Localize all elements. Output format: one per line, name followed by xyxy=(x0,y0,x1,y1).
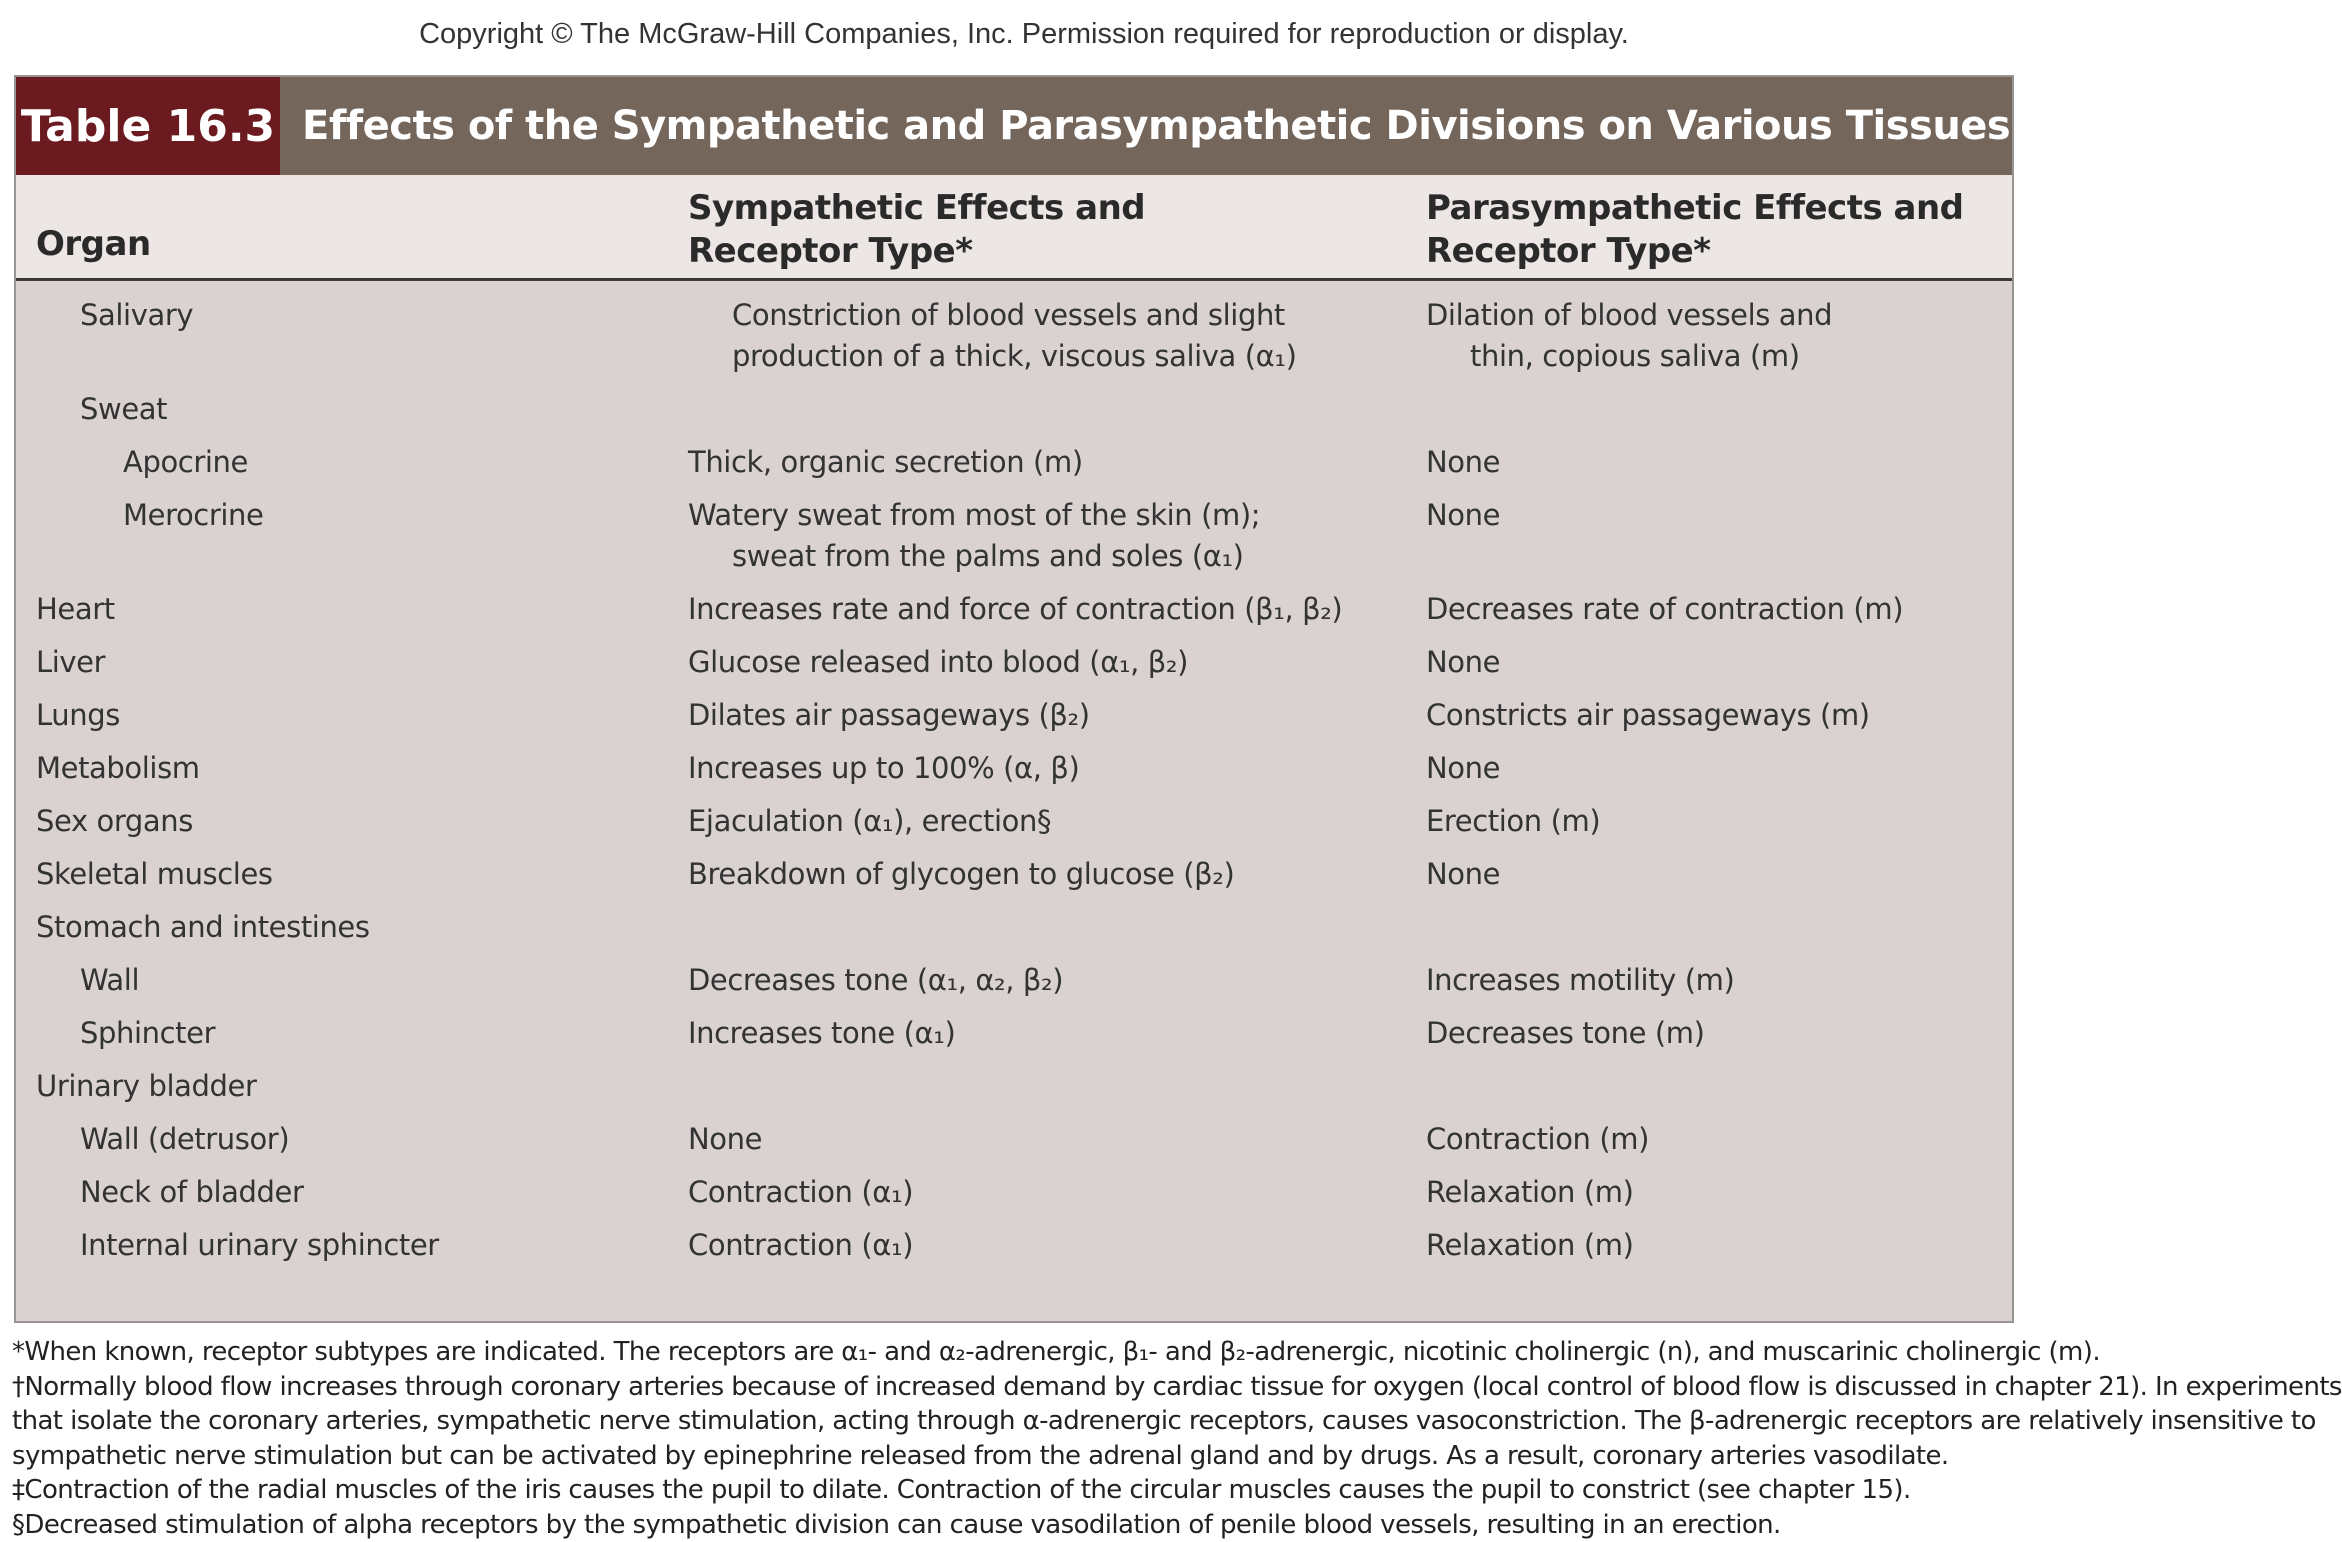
table-title: Effects of the Sympathetic and Parasympathetic Divisions on Various Tissues xyxy=(280,77,2010,175)
parasympathetic-cell: Increases motility (m) xyxy=(1426,960,1734,1001)
parasympathetic-cell: Decreases rate of contraction (m) xyxy=(1426,589,1903,630)
sympathetic-cell: Decreases tone (α₁, α₂, β₂) xyxy=(688,960,1063,1001)
parasympathetic-cell: None xyxy=(1426,495,1500,536)
sympathetic-line1: Watery sweat from most of the skin (m); xyxy=(688,495,1260,536)
sympathetic-cell xyxy=(688,495,1260,577)
organ-cell: Sphincter xyxy=(80,1013,215,1054)
organ-cell: Stomach and intestines xyxy=(36,907,370,948)
organ-cell: Salivary xyxy=(80,295,193,336)
parasympathetic-cell: None xyxy=(1426,854,1500,895)
table-container xyxy=(14,75,2014,1323)
header-parasympathetic xyxy=(1426,187,1986,273)
sympathetic-cell: None xyxy=(688,1119,762,1160)
organ-cell: Skeletal muscles xyxy=(36,854,273,895)
sympathetic-cell: Dilates air passageways (β₂) xyxy=(688,695,1090,736)
parasympathetic-cell: Relaxation (m) xyxy=(1426,1172,1634,1213)
sympathetic-cell: Glucose released into blood (α₁, β₂) xyxy=(688,642,1188,683)
sympathetic-cell xyxy=(732,295,1297,377)
sympathetic-cell: Increases rate and force of contraction (β₁, β₂) xyxy=(688,589,1342,630)
parasympathetic-cell: Decreases tone (m) xyxy=(1426,1013,1705,1054)
organ-cell: Internal urinary sphincter xyxy=(80,1225,439,1266)
header-parasympathetic-line2: Receptor Type* xyxy=(1426,230,1986,273)
sympathetic-cell: Thick, organic secretion (m) xyxy=(688,442,1083,483)
table-header-row xyxy=(16,175,2012,281)
parasympathetic-cell: Relaxation (m) xyxy=(1426,1225,1634,1266)
parasympathetic-cell: Contraction (m) xyxy=(1426,1119,1649,1160)
sympathetic-cell: Contraction (α₁) xyxy=(688,1172,913,1213)
organ-cell: Metabolism xyxy=(36,748,200,789)
sympathetic-cell: Increases up to 100% (α, β) xyxy=(688,748,1079,789)
parasympathetic-line1: Dilation of blood vessels and xyxy=(1426,295,1832,336)
header-sympathetic-line2: Receptor Type* xyxy=(688,230,1328,273)
header-sympathetic xyxy=(688,187,1328,273)
header-sympathetic-line1: Sympathetic Effects and xyxy=(688,187,1328,230)
parasympathetic-line2: thin, copious saliva (m) xyxy=(1426,336,1832,377)
footnote-coronary-line2: that isolate the coronary arteries, sympathetic nerve stimulation, acting through α-adrenergic receptors, causes vasoconstriction. The β-adrenergic receptors are relatively insensitive to xyxy=(12,1404,2042,1439)
organ-cell: Sex organs xyxy=(36,801,193,842)
sympathetic-line1: Constriction of blood vessels and slight xyxy=(732,295,1297,336)
header-organ: Organ xyxy=(36,223,151,266)
organ-cell: Lungs xyxy=(36,695,120,736)
footnote-iris: ‡Contraction of the radial muscles of the iris causes the pupil to dilate. Contraction of the circular muscles causes the pupil to constrict (see chapter 15). xyxy=(12,1473,2042,1508)
footnote-erection: §Decreased stimulation of alpha receptors by the sympathetic division can cause vasodilation of penile blood vessels, resulting in an erection. xyxy=(12,1508,2042,1542)
footnote-receptors: *When known, receptor subtypes are indicated. The receptors are α₁- and α₂-adrenergic, β₁- and β₂-adrenergic, nicotinic cholinergic (n), and muscarinic cholinergic (m). xyxy=(12,1335,2042,1370)
sympathetic-cell: Ejaculation (α₁), erection§ xyxy=(688,801,1051,842)
organ-cell: Heart xyxy=(36,589,115,630)
organ-cell: Urinary bladder xyxy=(36,1066,256,1107)
organ-cell: Sweat xyxy=(80,389,167,430)
organ-cell: Merocrine xyxy=(123,495,263,536)
footnote-coronary-line1: †Normally blood flow increases through coronary arteries because of increased demand by cardiac tissue for oxygen (local control of blood flow is discussed in chapter 21). In experiments xyxy=(12,1370,2042,1405)
organ-cell: Wall (detrusor) xyxy=(80,1119,289,1160)
copyright-notice: Copyright © The McGraw-Hill Companies, Inc. Permission required for reproduction or display. xyxy=(0,18,2048,51)
footnotes xyxy=(12,1335,2042,1542)
sympathetic-line2: production of a thick, viscous saliva (α₁) xyxy=(732,336,1297,377)
sympathetic-line2: sweat from the palms and soles (α₁) xyxy=(688,536,1260,577)
parasympathetic-cell: None xyxy=(1426,442,1500,483)
organ-cell: Neck of bladder xyxy=(80,1172,303,1213)
table-number: Table 16.3 xyxy=(16,77,280,175)
parasympathetic-cell xyxy=(1426,295,1832,377)
organ-cell: Apocrine xyxy=(123,442,248,483)
parasympathetic-cell: Constricts air passageways (m) xyxy=(1426,695,1870,736)
header-parasympathetic-line1: Parasympathetic Effects and xyxy=(1426,187,1986,230)
sympathetic-cell: Breakdown of glycogen to glucose (β₂) xyxy=(688,854,1234,895)
parasympathetic-cell: Erection (m) xyxy=(1426,801,1600,842)
parasympathetic-cell: None xyxy=(1426,748,1500,789)
parasympathetic-cell: None xyxy=(1426,642,1500,683)
sympathetic-cell: Increases tone (α₁) xyxy=(688,1013,955,1054)
organ-cell: Liver xyxy=(36,642,105,683)
table-title-bar xyxy=(16,77,2012,175)
organ-cell: Wall xyxy=(80,960,139,1001)
sympathetic-cell: Contraction (α₁) xyxy=(688,1225,913,1266)
footnote-coronary-line3: sympathetic nerve stimulation but can be activated by epinephrine released from the adrenal gland and by drugs. As a result, coronary arteries vasodilate. xyxy=(12,1439,2042,1474)
